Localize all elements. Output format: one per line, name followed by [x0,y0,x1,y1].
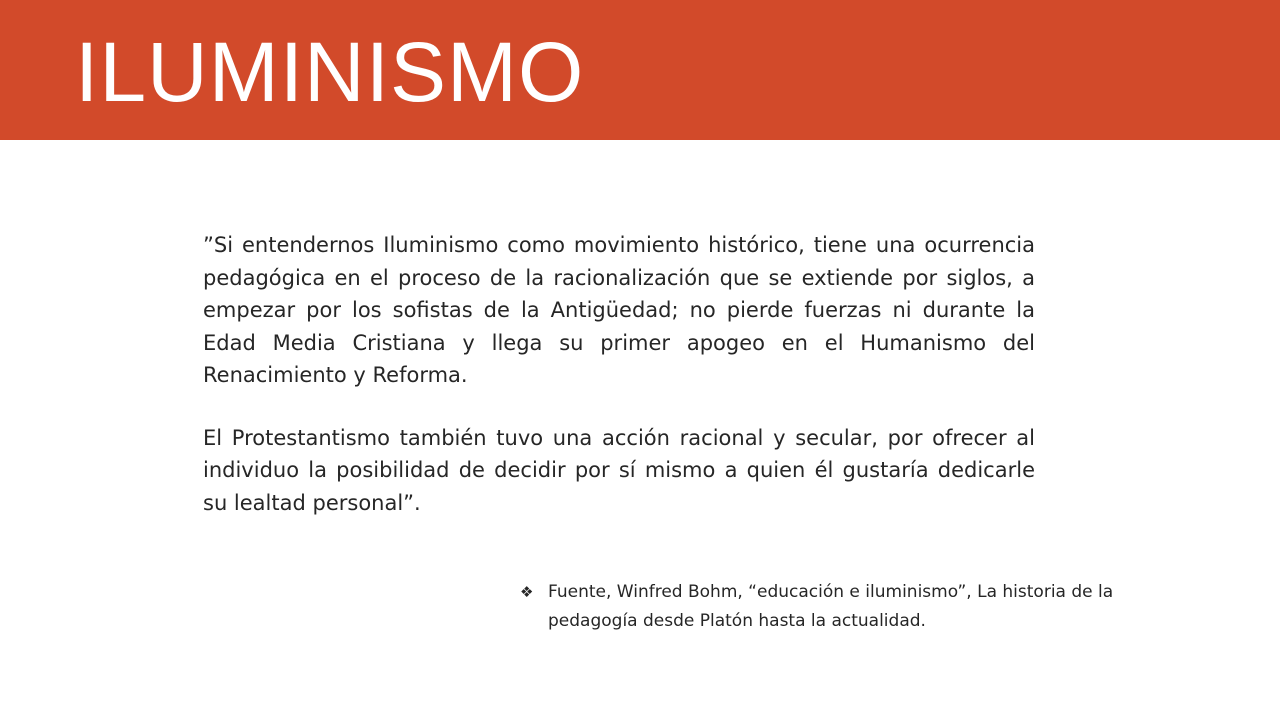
quote-body [203,229,1035,519]
title-bar [0,0,1280,140]
quote-paragraph-1: ”Si entendernos Iluminismo como movimiento histórico, tiene una ocurrencia pedagógica en el proceso de la racionalización que se extiende por siglos, a empezar por los sofistas de la Antigüedad; no pierde fuerzas ni durante la Edad Media Cristiana y llega su primer apogeo en el Humanismo del Renacimiento y Reforma. [203,233,1035,387]
slide-title: ILUMINISMO [75,25,585,119]
four-diamond-bullet-icon: ❖ [520,583,534,601]
source-citation [520,578,1140,636]
quote-paragraph-2: El Protestantismo también tuvo una acción racional y secular, por ofrecer al individuo la posibilidad de decidir por sí mismo a quien él gustaría dedicarle su lealtad personal”. [203,425,1035,515]
source-text: Fuente, Winfred Bohm, “educación e iluminismo”, La historia de la pedagogía desde Platón hasta la actualidad. [548,582,1114,631]
